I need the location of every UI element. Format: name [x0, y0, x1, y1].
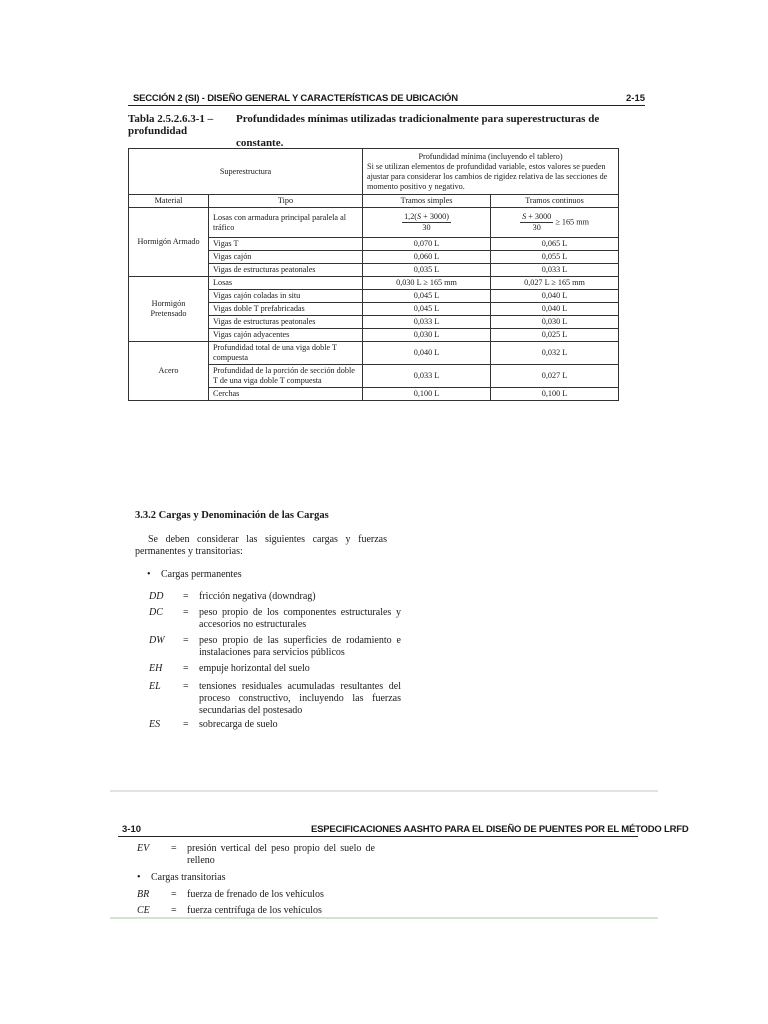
load-description: peso propio de las superficies de rodamiento e instalaciones para servicios públicos [199, 635, 401, 658]
formula-continuous: $\frac{S + 3000}{30}$ ≥ 165 mm [491, 208, 619, 238]
type-cell: Vigas de estructuras peatonales [209, 316, 363, 329]
table-caption-number: Tabla 2.5.2.6.3-1 – [128, 113, 214, 125]
bullet-label: Cargas permanentes [161, 569, 242, 580]
material-cell: Hormigón Armado [129, 208, 209, 277]
formula-simple: $\frac{1,2(S + 3000)}{30}$ [363, 208, 491, 238]
type-cell: Cerchas [209, 388, 363, 401]
continuous-cell: 0,100 L [491, 388, 619, 401]
header-type: Tipo [209, 195, 363, 208]
load-symbol: EH [149, 663, 163, 674]
simple-cell: 0,045 L [363, 303, 491, 316]
header-simple-spans: Tramos simples [363, 195, 491, 208]
header-rule [128, 105, 645, 106]
type-cell: Vigas doble T prefabricadas [209, 303, 363, 316]
load-description: tensiones residuales acumuladas resultantes del proceso constructivo, incluyendo las fuerzas secundarias del postesado [199, 681, 401, 716]
running-header-title: SECCIÓN 2 (SI) - DISEÑO GENERAL Y CARACTERÍSTICAS DE UBICACIÓN [133, 93, 458, 104]
simple-cell: 0,070 L [363, 238, 491, 251]
load-symbol: ES [149, 719, 161, 730]
depth-table [128, 148, 619, 401]
running-header-page-number: 3-10 [122, 824, 142, 835]
page-separator [110, 790, 658, 792]
material-cell: Acero [129, 342, 209, 401]
load-symbol: DW [149, 635, 165, 646]
equals-sign: = [183, 635, 189, 646]
running-header-title: ESPECIFICACIONES AASHTO PARA EL DISEÑO DE PUENTES POR EL MÉTODO LRFD [311, 824, 689, 835]
continuous-cell: 0,040 L [491, 290, 619, 303]
simple-cell: 0,060 L [363, 251, 491, 264]
simple-cell: 0,100 L [363, 388, 491, 401]
simple-cell: 0,030 L [363, 329, 491, 342]
equals-sign: = [183, 607, 189, 618]
table-row [129, 277, 619, 290]
type-cell: Profundidad de la porción de sección doble T de una viga doble T compuesta [209, 365, 363, 388]
continuous-cell: 0,040 L [491, 303, 619, 316]
type-cell: Profundidad total de una viga doble T compuesta [209, 342, 363, 365]
load-definition-dc [149, 607, 401, 631]
load-symbol: BR [137, 889, 150, 900]
equals-sign: = [171, 889, 177, 900]
continuous-cell: 0,033 L [491, 264, 619, 277]
load-description: fuerza centrífuga de los vehículos [187, 905, 322, 916]
load-definition-br [137, 889, 387, 901]
bullet-icon: • [137, 872, 141, 883]
load-description: fricción negativa (downdrag) [199, 591, 316, 602]
table-caption-line2: constante. [236, 137, 284, 149]
section-intro-paragraph: Se deben considerar las siguientes cargas y fuerzas permanentes y transitorias: [135, 534, 387, 557]
running-header-page-number: 2-15 [626, 93, 646, 104]
bottom-accent-rule [110, 917, 658, 919]
load-definition-eh [149, 663, 401, 675]
load-definition-el [149, 681, 401, 717]
continuous-cell: 0,027 L [491, 365, 619, 388]
bullet-icon: • [147, 569, 151, 580]
load-definition-es [149, 719, 401, 731]
continuous-cell: 0,032 L [491, 342, 619, 365]
equals-sign: = [171, 843, 177, 854]
bullet-label: Cargas transitorias [151, 872, 226, 883]
type-cell: Vigas cajón coladas in situ [209, 290, 363, 303]
table-caption-line1: Profundidades mínimas utilizadas tradicionalmente para superestructuras de profundidad [128, 113, 600, 137]
material-cell: Hormigón Pretensado [129, 277, 209, 342]
header-continuous-spans: Tramos continuos [491, 195, 619, 208]
bullet-transient-loads [137, 872, 226, 884]
type-cell: Vigas cajón adyacentes [209, 329, 363, 342]
load-definition-ce [137, 905, 387, 917]
simple-cell: 0,045 L [363, 290, 491, 303]
simple-cell: 0,035 L [363, 264, 491, 277]
type-cell: Vigas T [209, 238, 363, 251]
simple-cell: 0,033 L [363, 365, 491, 388]
table-caption [128, 113, 628, 149]
header-rule [118, 836, 638, 837]
equals-sign: = [183, 719, 189, 730]
continuous-cell: 0,027 L ≥ 165 mm [491, 277, 619, 290]
simple-cell: 0,033 L [363, 316, 491, 329]
continuous-cell: 0,055 L [491, 251, 619, 264]
header-superstructure: Superestructura [129, 149, 363, 195]
load-symbol: DD [149, 591, 164, 602]
load-symbol: EV [137, 843, 150, 854]
load-description: presión vertical del peso propio del suelo de relleno [187, 843, 375, 866]
load-description: empuje horizontal del suelo [199, 663, 310, 674]
header-material: Material [129, 195, 209, 208]
load-description: sobrecarga de suelo [199, 719, 278, 730]
table-row [129, 342, 619, 365]
equals-sign: = [183, 663, 189, 674]
header-depth-title: Profundidad mínima (incluyendo el tablero) [418, 151, 563, 161]
load-description: peso propio de los componentes estructurales y accesorios no estructurales [199, 607, 401, 630]
equals-sign: = [183, 681, 189, 692]
load-symbol: CE [137, 905, 150, 916]
type-cell: Losas [209, 277, 363, 290]
type-cell: Vigas cajón [209, 251, 363, 264]
bullet-permanent-loads [147, 569, 242, 581]
load-definition-dw [149, 635, 401, 659]
load-definition-ev [137, 843, 375, 867]
table-row [129, 208, 619, 238]
type-cell: Losas con armadura principal paralela al tráfico [209, 208, 363, 238]
simple-cell: 0,040 L [363, 342, 491, 365]
section-heading: 3.3.2 Cargas y Denominación de las Cargas [135, 510, 329, 521]
equals-sign: = [171, 905, 177, 916]
equals-sign: = [183, 591, 189, 602]
header-depth [363, 149, 619, 195]
type-cell: Vigas de estructuras peatonales [209, 264, 363, 277]
simple-cell: 0,030 L ≥ 165 mm [363, 277, 491, 290]
continuous-cell: 0,025 L [491, 329, 619, 342]
load-description: fuerza de frenado de los vehículos [187, 889, 324, 900]
continuous-cell: 0,030 L [491, 316, 619, 329]
continuous-cell: 0,065 L [491, 238, 619, 251]
load-definition-dd [149, 591, 401, 603]
load-symbol: DC [149, 607, 163, 618]
header-depth-note: Si se utilizan elementos de profundidad variable, estos valores se pueden ajustar para considerar los cambios de rigidez relativa de las secciones de momento positivo y negativo. [367, 161, 608, 191]
load-symbol: EL [149, 681, 161, 692]
